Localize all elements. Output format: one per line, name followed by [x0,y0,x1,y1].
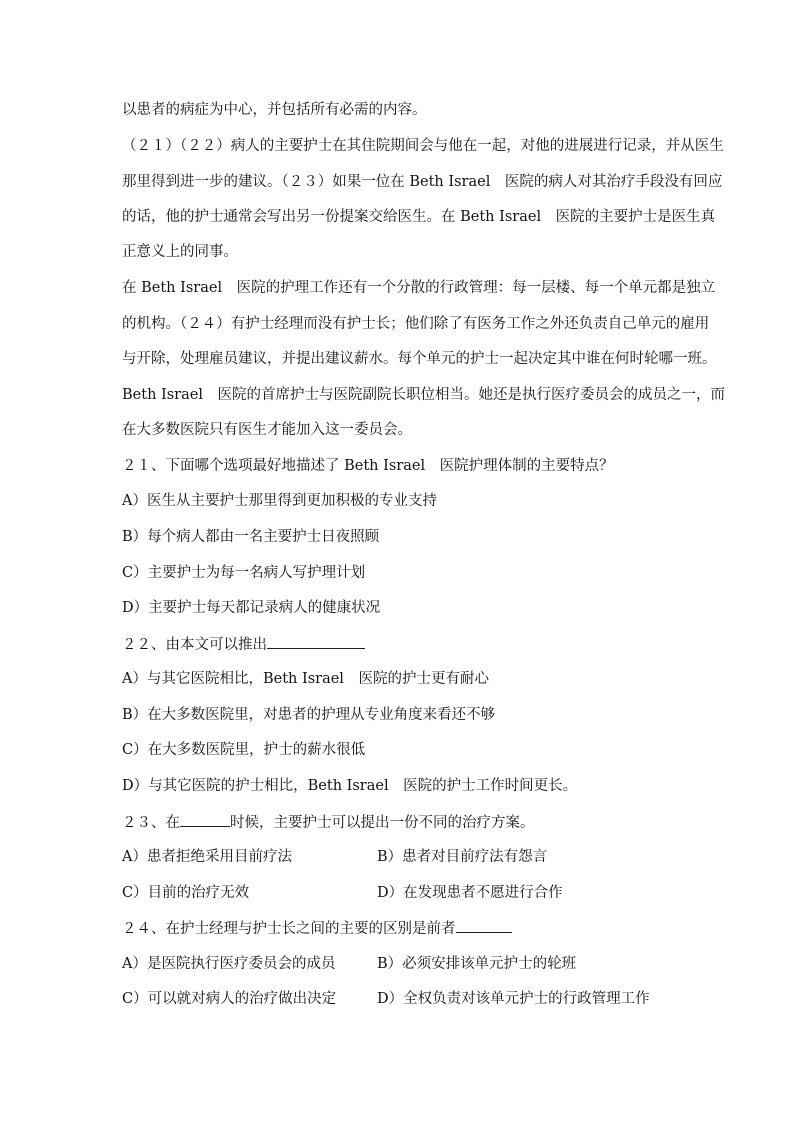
question-stem-text: ２４、在护士经理与护士长之间的主要的区别是前者 [122,921,456,937]
option-d: D）在发现患者不愿进行合作 [377,885,563,901]
passage-line: 在大多数医院只有医生才能加入这一委员会。 [122,422,412,438]
option-row [122,847,692,867]
question-stem-text: ２２、由本文可以推出 [122,637,267,653]
option-b: B）患者对目前疗法有怨言 [377,849,548,865]
question-stem [122,812,692,833]
option-d: D）全权负责对该单元护士的行政管理工作 [377,991,650,1007]
question-stem-before: ２３、在 [122,815,180,831]
option-d: D）主要护士每天都记录病人的健康状况 [122,600,381,616]
passage-line: 的机构。（２４）有护士经理而没有护士长；他们除了有医务工作之外还负责自己单元的雇用 [122,316,710,332]
passage-line: 正意义上的同事。 [122,244,238,260]
answer-blank [180,812,230,827]
passage-line: 与开除，处理雇员建议，并提出建议薪水。每个单元的护士一起决定其中谁在何时轮哪一班。 [122,351,717,367]
answer-blank [267,634,365,649]
option-c: C）可以就对病人的治疗做出决定 [122,991,337,1007]
passage-line: 以患者的病症为中心，并包括所有必需的内容。 [122,102,427,118]
option-a: A）与其它医院相比，Beth Israel 医院的护士更有耐心 [122,671,489,687]
question-stem [122,634,692,655]
option-b: B）在大多数医院里，对患者的护理从专业角度来看还不够 [122,707,496,723]
question-stem: ２１、下面哪个选项最好地描述了 Beth Israel 医院护理体制的主要特点？ [122,458,614,474]
option-b: B）必须安排该单元护士的轮班 [377,956,577,972]
passage-line: 那里得到进一步的建议。（２３）如果一位在 Beth Israel 医院的病人对其治疗手段没有回应 [122,174,723,190]
option-a: A）是医院执行医疗委员会的成员 [122,956,336,972]
option-a: A）患者拒绝采用目前疗法 [122,849,292,865]
passage-line: 的话，他的护士通常会写出另一份提案交给医生。在 Beth Israel 医院的主要护士是医生真 [122,209,716,225]
passage-line: Beth Israel 医院的首席护士与医院副院长职位相当。她还是执行医疗委员会的成员之一，而 [122,387,725,403]
question-stem [122,918,692,939]
passage-line: 在 Beth Israel 医院的护理工作还有一个分散的行政管理：每一层楼、每一个单元都是独立 [122,280,716,296]
option-row [122,989,692,1009]
answer-blank [456,918,512,933]
option-row [122,883,692,903]
option-d: D）与其它医院的护士相比，Beth Israel 医院的护士工作时间更长。 [122,778,578,794]
option-c: C）在大多数医院里，护士的薪水很低 [122,742,366,758]
passage-line: （２１）（２２）病人的主要护士在其住院期间会与他在一起，对他的进展进行记录，并从医生 [122,138,724,154]
option-a: A）医生从主要护士那里得到更加积极的专业支持 [122,493,437,509]
option-row [122,954,692,974]
question-stem-after: 时候，主要护士可以提出一份不同的治疗方案。 [230,815,535,831]
option-c: C）主要护士为每一名病人写护理计划 [122,565,366,581]
option-c: C）目前的治疗无效 [122,885,250,901]
option-b: B）每个病人都由一名主要护士日夜照顾 [122,529,380,545]
